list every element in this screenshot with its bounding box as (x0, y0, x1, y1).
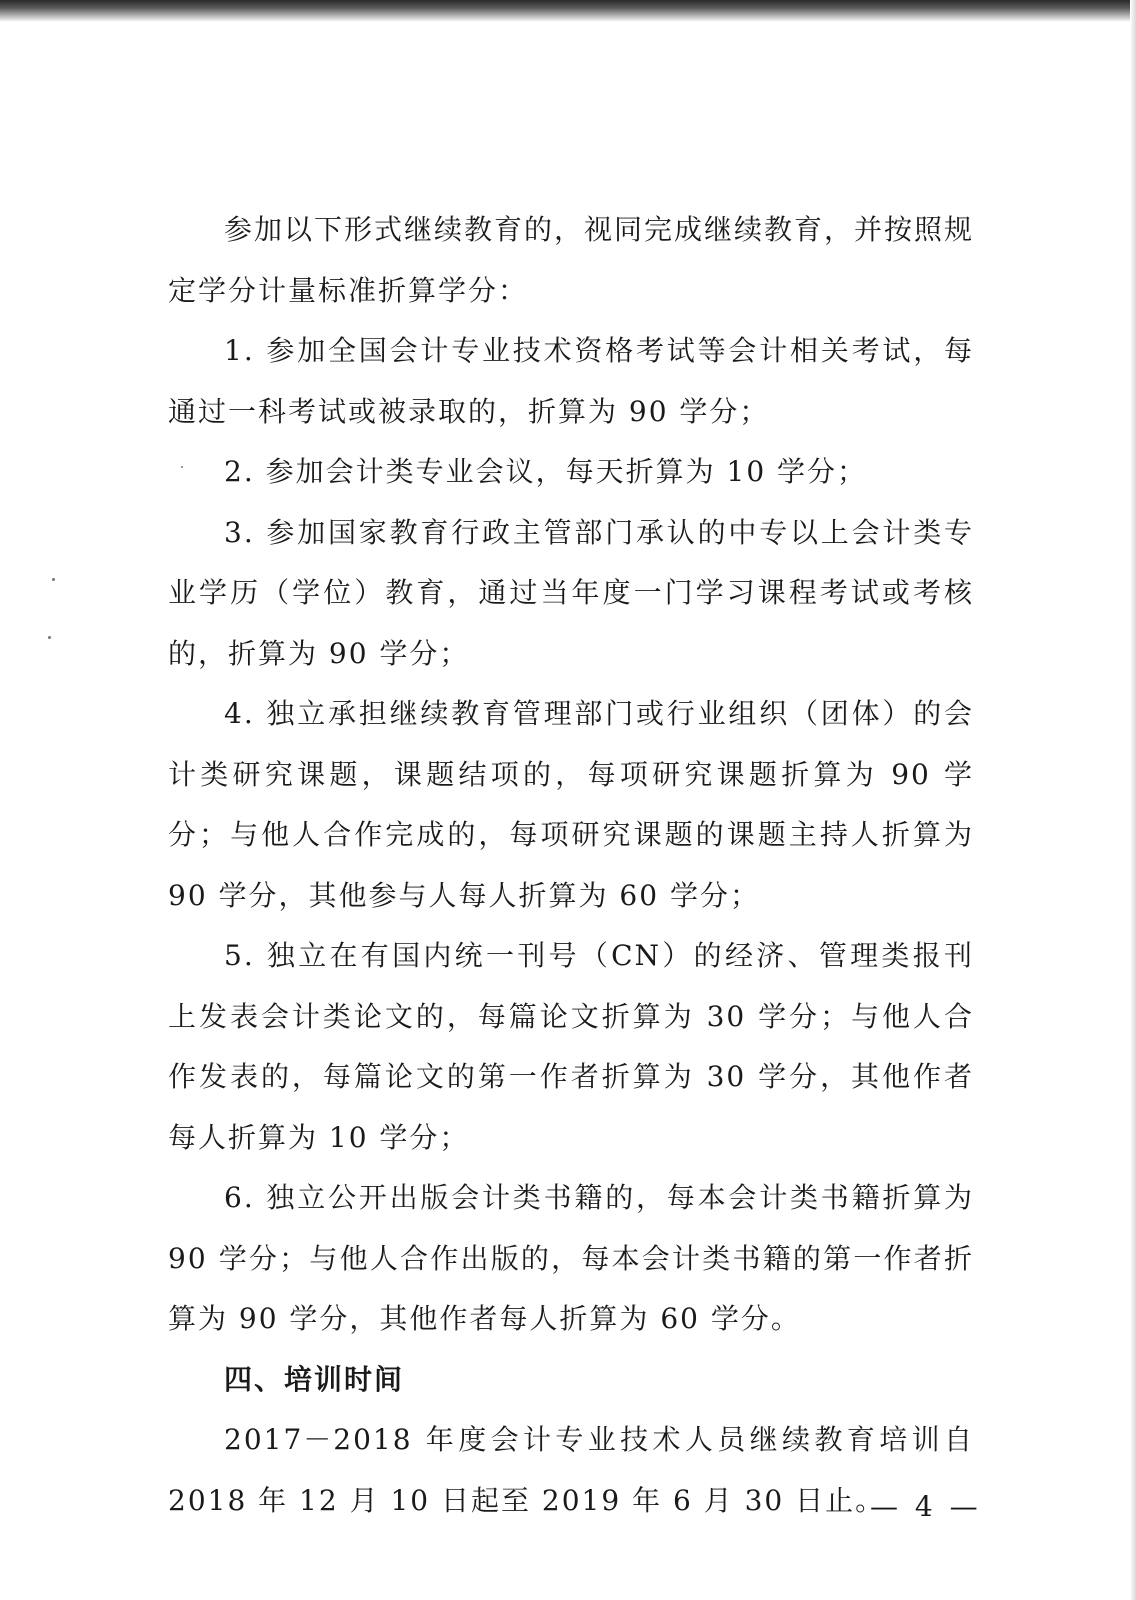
list-item: 4. 独立承担继续教育管理部门或行业组织（团体）的会计类研究课题，课题结项的，每项研究课题折算为 90 学分；与他人合作完成的，每项研究课题的课题主持人折算为 90 学分，其他参与人每人折算为 60 学分； (168, 697, 974, 912)
list-item: 6. 独立公开出版会计类书籍的，每本会计类书籍折算为 90 学分；与他人合作出版的，每本会计类书籍的第一作者折算为 90 学分，其他作者每人折算为 60 学分。 (168, 1181, 974, 1335)
section-body: 2017－2018 年度会计专业技术人员继续教育培训自 2018 年 12 月 10 日起至 2019 年 6 月 30 日止。 (168, 1423, 974, 1517)
document-body (168, 200, 974, 1531)
scan-speck (52, 578, 55, 581)
page-number: — 4 — (870, 1490, 982, 1523)
list-item: 3. 参加国家教育行政主管部门承认的中专以上会计类专业学历（学位）教育，通过当年度一门学习课程考试或考核的，折算为 90 学分； (168, 515, 974, 670)
section-heading: 四、培训时间 (224, 1362, 405, 1396)
intro-paragraph: 参加以下形式继续教育的，视同完成继续教育，并按照规定学分计量标准折算学分： (168, 213, 975, 307)
list-item: 1. 参加全国会计专业技术资格考试等会计相关考试，每通过一科考试或被录取的，折算为 90 学分； (168, 334, 974, 428)
list-item: 5. 独立在有国内统一刊号（CN）的经济、管理类报刊上发表会计类论文的，每篇论文折算为 30 学分；与他人合作发表的，每篇论文的第一作者折算为 30 学分，其他作者每人折算为 10 学分； (168, 939, 974, 1154)
scan-top-edge (0, 0, 1136, 22)
scan-right-edge (1130, 0, 1136, 1600)
scan-speck (48, 636, 51, 639)
list-item: 2. 参加会计类专业会议，每天折算为 10 学分； (224, 455, 868, 488)
